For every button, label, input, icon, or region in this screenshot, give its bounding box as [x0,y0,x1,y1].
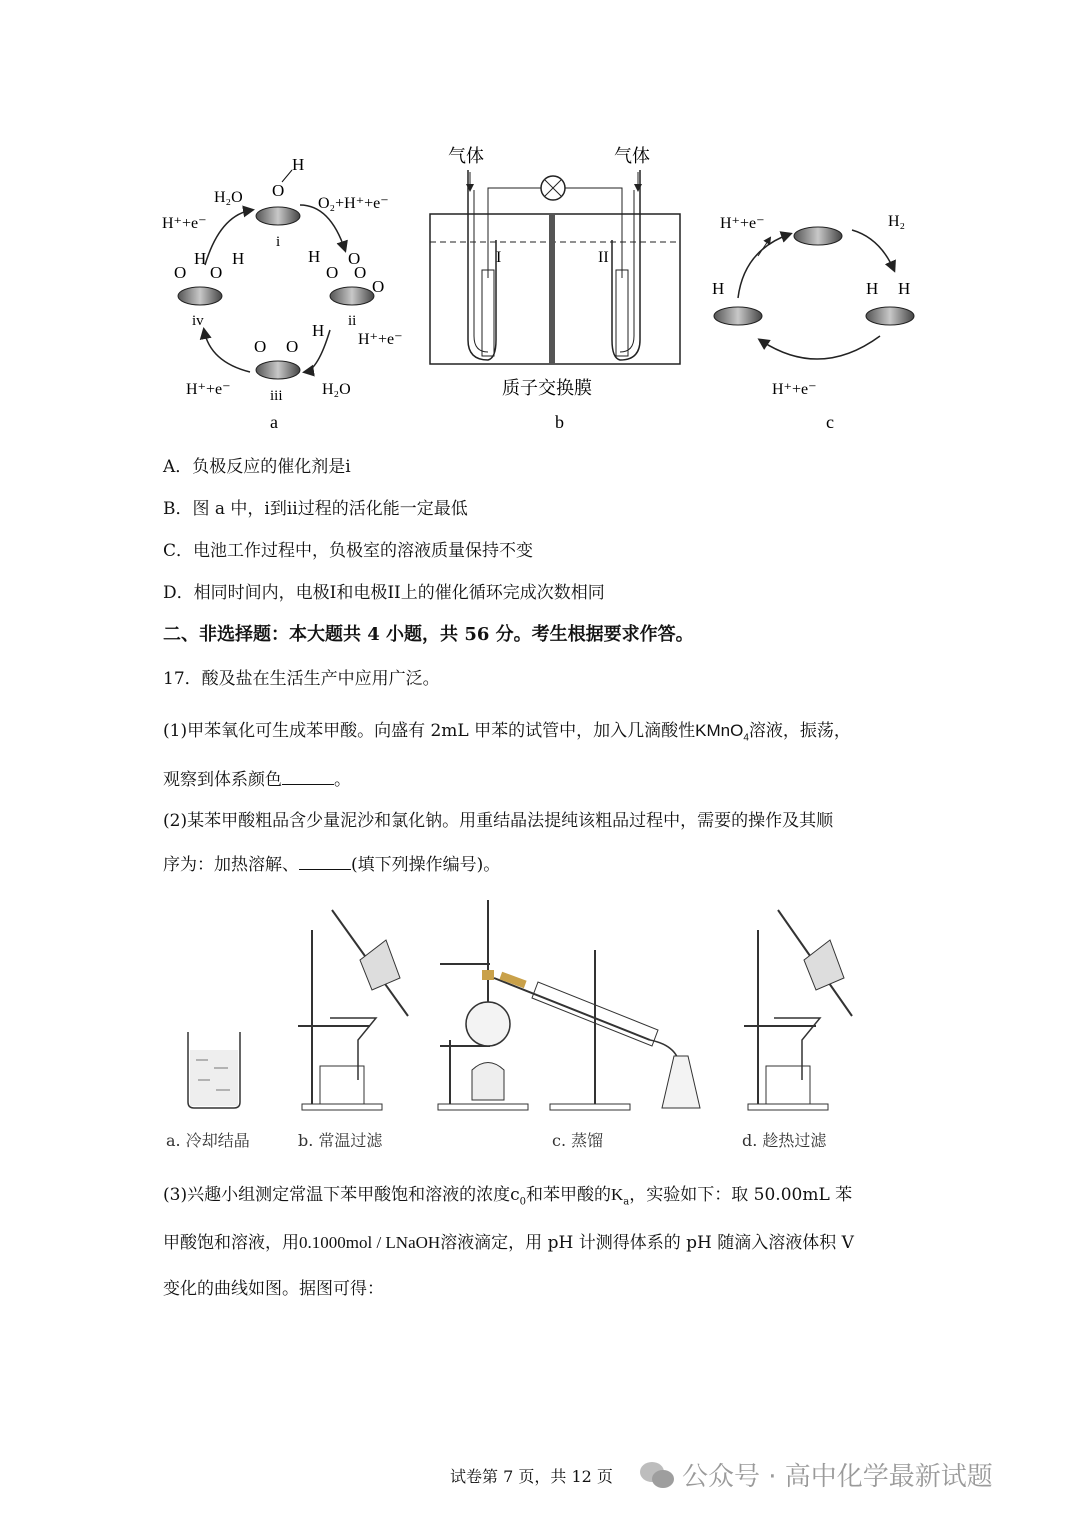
svg-text:O: O [372,277,385,296]
svg-text:O: O [348,249,361,268]
option-a: A．负极反应的催化剂是i [163,457,351,477]
svg-text:O: O [210,263,223,282]
apparatus-d-filter [744,910,852,1110]
svg-text:O: O [286,337,299,356]
c-he-bottom: H⁺+e⁻ [772,381,817,398]
option-b: B．图 a 中，i到ii过程的活化能一定最低 [163,499,468,519]
electrochem-figures [0,0,1080,440]
q17-part1-line2: 观察到体系颜色 。 [163,770,351,790]
wechat-icon [640,1460,674,1490]
caption-b: b. 常温过滤 [298,1131,383,1150]
watermark-text: 公众号 · 高中化学最新试题 [682,1462,993,1492]
answer-blank-2 [299,855,351,870]
option-c: C．电池工作过程中，负极室的溶液质量保持不变 [163,541,534,561]
q17-part3-line3: 变化的曲线如图。据图可得： [163,1279,384,1299]
kmno4: KMnO$_4$ [695,721,749,744]
q17-part1-line1: (1)甲苯氧化可生成苯甲酸。向盛有 2mL 甲苯的试管中，加入几滴酸性KMnO$_4$溶液，振荡， [163,721,851,744]
svg-text:H: H [308,247,321,266]
svg-text:H: H [232,249,245,268]
electrode-ii: II [598,249,609,266]
apparatus-c-distillation [438,900,700,1110]
answer-blank-1 [282,770,334,785]
figure-c-label: c [826,412,834,432]
figure-a-label: a [270,412,278,432]
q17-stem: 17．酸及盐在生活生产中应用广泛。 [163,669,440,689]
state-iii-label: iii [270,388,283,404]
q17-part3-line1: (3)兴趣小组测定常温下苯甲酸饱和溶液的浓度$c_0$和苯甲酸的$K_a$，实验如下：取 50.00mL 苯 [163,1185,853,1208]
figure-b-cell [430,146,680,432]
svg-text:H: H [292,155,305,174]
he-right: H⁺+e⁻ [358,331,403,348]
caption-c: c. 蒸馏 [552,1131,604,1150]
q17-part2-line1: (2)某苯甲酸粗品含少量泥沙和氯化钠。用重结晶法提纯该粗品过程中，需要的操作及其顺 [163,811,834,831]
svg-text:O: O [272,181,285,200]
apparatus-b-filter [298,910,408,1110]
svg-text:O: O [354,263,367,282]
figure-b-label: b [555,412,564,432]
section-title: 二、非选择题：本大题共 4 小题，共 56 分。考生根据要求作答。 [163,624,694,645]
figure-a-catalytic-cycle [162,155,403,432]
svg-text:H: H [194,249,207,268]
state-i-label: i [276,234,281,250]
he-bottom: H⁺+e⁻ [186,381,231,398]
c-he-top: H⁺+e⁻ [720,215,765,232]
svg-text:H: H [898,279,911,298]
svg-text:H: H [312,321,325,340]
electrode-i: I [496,249,502,266]
o2-he: O₂+H⁺+e⁻ [318,195,389,212]
caption-d: d. 趁热过滤 [742,1131,827,1150]
svg-text:H: H [866,279,879,298]
state-ii-label: ii [348,313,357,329]
watermark [640,1456,993,1493]
apparatus-figures [150,890,870,1120]
svg-text:O: O [326,263,339,282]
gas-left: 气体 [448,146,484,166]
caption-a: a. 冷却结晶 [166,1131,250,1150]
svg-text:O: O [174,263,187,282]
c-h2: H₂ [888,213,906,230]
option-d: D．相同时间内，电极I和电极II上的催化循环完成次数相同 [163,583,605,603]
he-left: H⁺+e⁻ [162,215,207,232]
h2o-top: H₂O [214,189,243,206]
page-number: 试卷第 7 页，共 12 页 [450,1467,613,1486]
q17-part3-line2: 甲酸饱和溶液，用0.1000mol / LNaOH溶液滴定，用 pH 计测得体系的 pH 随滴入溶液体积 V [163,1233,854,1253]
state-iv-label: iv [192,313,204,329]
figure-c-cycle [712,213,914,432]
membrane-label: 质子交换膜 [502,378,592,398]
apparatus-a-beaker [188,1032,240,1108]
svg-text:O: O [254,337,267,356]
q17-part2-line2: 序为：加热溶解、 (填下列操作编号)。 [163,855,501,875]
svg-text:H: H [712,279,725,298]
gas-right: 气体 [614,146,650,166]
h2o-bottom: H₂O [322,381,351,398]
